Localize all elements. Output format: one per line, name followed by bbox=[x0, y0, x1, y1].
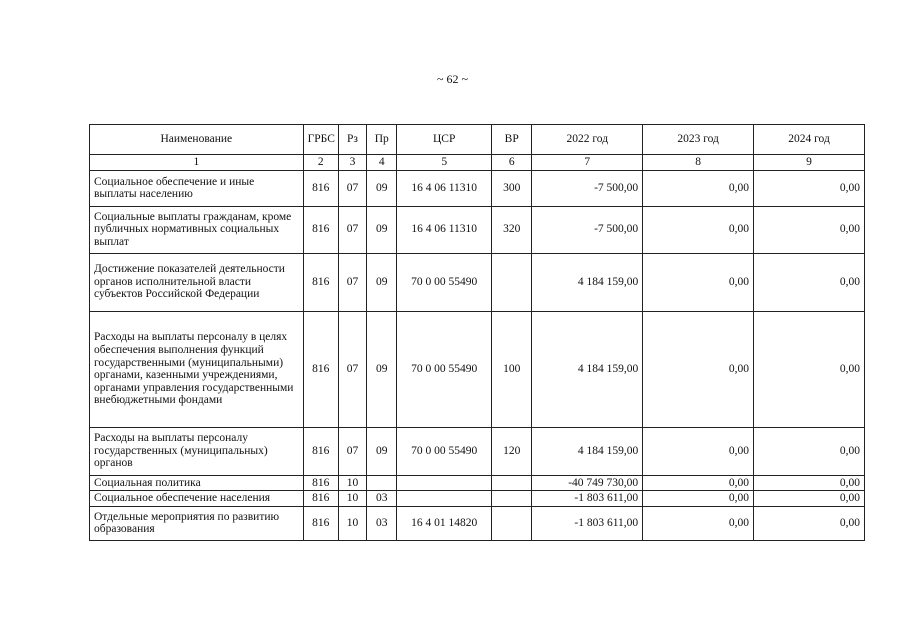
row-csr bbox=[397, 475, 492, 491]
row-2022: -1 803 611,00 bbox=[532, 506, 643, 540]
row-pr: 03 bbox=[367, 506, 397, 540]
table-row bbox=[90, 506, 865, 540]
row-2024: 0,00 bbox=[754, 311, 865, 427]
column-index: 1 bbox=[90, 155, 304, 171]
header-2022: 2022 год bbox=[532, 125, 643, 155]
row-vr bbox=[492, 506, 532, 540]
row-2023: 0,00 bbox=[643, 475, 754, 491]
row-vr: 100 bbox=[492, 311, 532, 427]
row-vr bbox=[492, 253, 532, 311]
budget-table bbox=[89, 124, 865, 541]
row-2022: 4 184 159,00 bbox=[532, 253, 643, 311]
row-2023: 0,00 bbox=[643, 427, 754, 475]
table-row bbox=[90, 491, 865, 507]
row-grbs: 816 bbox=[303, 253, 338, 311]
row-rz: 07 bbox=[338, 206, 366, 253]
row-2023: 0,00 bbox=[643, 311, 754, 427]
column-index: 6 bbox=[492, 155, 532, 171]
row-name: Расходы на выплаты персоналу государственных (муниципальных) органов bbox=[90, 427, 304, 475]
row-2022: -7 500,00 bbox=[532, 170, 643, 206]
header-vr: ВР bbox=[492, 125, 532, 155]
row-2022: -1 803 611,00 bbox=[532, 491, 643, 507]
row-name: Расходы на выплаты персоналу в целях обеспечения выполнения функций государственными (муниципальными) органами, казенными учреждениями, органами управления государственными внебюджетными фондами bbox=[90, 311, 304, 427]
row-name: Отдельные мероприятия по развитию образования bbox=[90, 506, 304, 540]
column-index: 2 bbox=[303, 155, 338, 171]
row-grbs: 816 bbox=[303, 170, 338, 206]
row-pr bbox=[367, 475, 397, 491]
row-name: Социальное обеспечение населения bbox=[90, 491, 304, 507]
row-name: Социальные выплаты гражданам, кроме публичных нормативных социальных выплат bbox=[90, 206, 304, 253]
row-2024: 0,00 bbox=[754, 427, 865, 475]
row-vr bbox=[492, 491, 532, 507]
row-grbs: 816 bbox=[303, 491, 338, 507]
row-rz: 10 bbox=[338, 506, 366, 540]
row-2024: 0,00 bbox=[754, 506, 865, 540]
row-2024: 0,00 bbox=[754, 491, 865, 507]
row-2023: 0,00 bbox=[643, 491, 754, 507]
row-vr: 300 bbox=[492, 170, 532, 206]
header-name: Наименование bbox=[90, 125, 304, 155]
table-row bbox=[90, 206, 865, 253]
row-vr: 120 bbox=[492, 427, 532, 475]
column-index: 8 bbox=[643, 155, 754, 171]
header-row bbox=[90, 125, 865, 155]
row-2022: -40 749 730,00 bbox=[532, 475, 643, 491]
row-vr bbox=[492, 475, 532, 491]
row-2024: 0,00 bbox=[754, 206, 865, 253]
table-row bbox=[90, 475, 865, 491]
row-pr: 09 bbox=[367, 311, 397, 427]
row-csr: 16 4 01 14820 bbox=[397, 506, 492, 540]
row-pr: 09 bbox=[367, 170, 397, 206]
row-2024: 0,00 bbox=[754, 253, 865, 311]
row-2022: 4 184 159,00 bbox=[532, 427, 643, 475]
column-index: 5 bbox=[397, 155, 492, 171]
row-pr: 09 bbox=[367, 206, 397, 253]
row-pr: 09 bbox=[367, 253, 397, 311]
column-index: 4 bbox=[367, 155, 397, 171]
row-rz: 10 bbox=[338, 475, 366, 491]
row-rz: 07 bbox=[338, 170, 366, 206]
header-2024: 2024 год bbox=[754, 125, 865, 155]
row-name: Достижение показателей деятельности органов исполнительной власти субъектов Российской Федерации bbox=[90, 253, 304, 311]
header-csr: ЦСР bbox=[397, 125, 492, 155]
header-pr: Пр bbox=[367, 125, 397, 155]
row-2023: 0,00 bbox=[643, 170, 754, 206]
column-index: 3 bbox=[338, 155, 366, 171]
row-name: Социальное обеспечение и иные выплаты населению bbox=[90, 170, 304, 206]
row-grbs: 816 bbox=[303, 475, 338, 491]
row-2022: 4 184 159,00 bbox=[532, 311, 643, 427]
row-2023: 0,00 bbox=[643, 253, 754, 311]
table-row bbox=[90, 253, 865, 311]
header-grbs: ГРБС bbox=[303, 125, 338, 155]
row-rz: 07 bbox=[338, 253, 366, 311]
row-rz: 07 bbox=[338, 427, 366, 475]
row-2023: 0,00 bbox=[643, 506, 754, 540]
row-csr bbox=[397, 491, 492, 507]
row-rz: 10 bbox=[338, 491, 366, 507]
row-csr: 70 0 00 55490 bbox=[397, 253, 492, 311]
row-name: Социальная политика bbox=[90, 475, 304, 491]
header-rz: Рз bbox=[338, 125, 366, 155]
row-grbs: 816 bbox=[303, 506, 338, 540]
row-2024: 0,00 bbox=[754, 475, 865, 491]
row-rz: 07 bbox=[338, 311, 366, 427]
column-index: 7 bbox=[532, 155, 643, 171]
page-number: ~ 62 ~ bbox=[437, 72, 468, 86]
table-row bbox=[90, 427, 865, 475]
row-csr: 70 0 00 55490 bbox=[397, 311, 492, 427]
table-row bbox=[90, 311, 865, 427]
table-row bbox=[90, 170, 865, 206]
row-vr: 320 bbox=[492, 206, 532, 253]
row-csr: 16 4 06 11310 bbox=[397, 206, 492, 253]
row-2022: -7 500,00 bbox=[532, 206, 643, 253]
row-grbs: 816 bbox=[303, 311, 338, 427]
row-grbs: 816 bbox=[303, 427, 338, 475]
header-2023: 2023 год bbox=[643, 125, 754, 155]
row-csr: 70 0 00 55490 bbox=[397, 427, 492, 475]
row-grbs: 816 bbox=[303, 206, 338, 253]
row-2023: 0,00 bbox=[643, 206, 754, 253]
row-pr: 09 bbox=[367, 427, 397, 475]
row-csr: 16 4 06 11310 bbox=[397, 170, 492, 206]
row-pr: 03 bbox=[367, 491, 397, 507]
row-2024: 0,00 bbox=[754, 170, 865, 206]
column-index-row bbox=[90, 155, 865, 171]
column-index: 9 bbox=[754, 155, 865, 171]
